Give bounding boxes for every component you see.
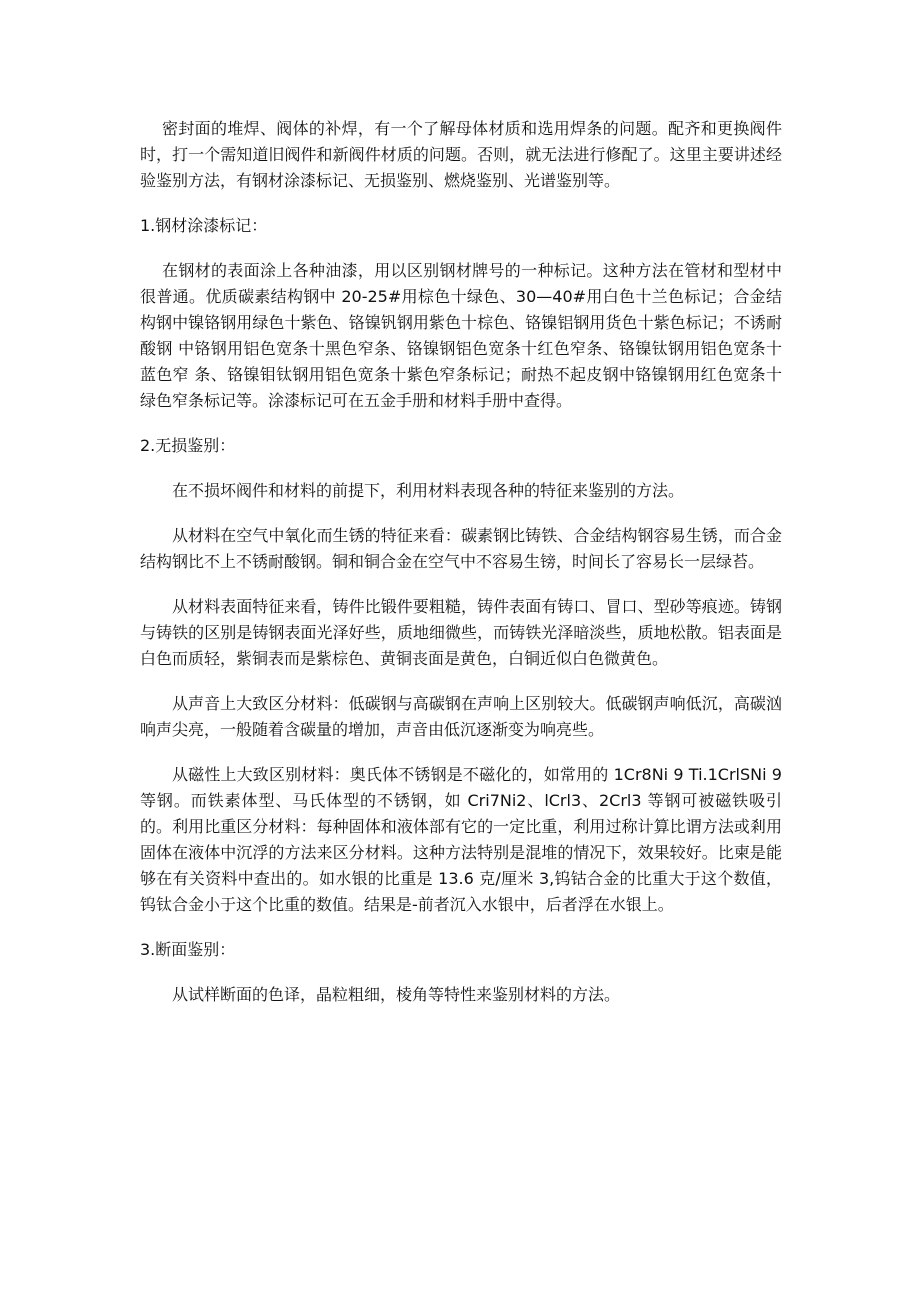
section-2-paragraph-4: 从声音上大致区分材料：低碳钢与高碳钢在声响上区别较大。低碳钢声响低沉，高碳汹响声尖亮，一般随着含碳量的增加，声音由低沉逐渐变为响亮些。 bbox=[140, 694, 782, 739]
intro-paragraph: 密封面的堆焊、阀体的补焊，有一个了解母体材质和选用焊条的问题。配齐和更换阀件 时，打一个需知道旧阀件和新阀件材质的问题。否则，就无法进行修配了。这里主要讲述经 验鉴别方法，有钢材涂漆标记、无损鉴别、燃烧鉴别、光谱鉴别等。 bbox=[140, 119, 782, 190]
section-3-paragraph: 从试样断面的色译，晶粒粗细，棱角等特性来鉴别材料的方法。 bbox=[172, 985, 621, 1004]
section-2-paragraph-5: 从磁性上大致区别材料：奥氏体不锈钢是不磁化的，如常用的 1Cr8Ni 9 Ti.1CrlSNi 9 等钢。而铁素体型、马氏体型的不锈钢，如 Cri7Ni2、lCrl3、2Crl3 等钢可被磁铁吸引的。利用比重区分材料：每种固体和液体部有它的一定比重，利用过称计算比谓方法或剎用 固体在液体中沉浮的方法来区分材料。这种方法特别是混堆的情况下，效果较好。比柬是能 够在有关资料中查出的。如水银的比重是 13.6 克/厘米 3,钨钴合金的比重大于这个数值， 钨钛合金小于这个比重的数值。结果是-前者沉入水银中，后者浮在水银上。 bbox=[140, 765, 782, 914]
section-2-paragraph-3: 从材料表面特征来看，铸件比锻件要粗糙，铸件表面有铸口、冒口、型砂等痕迹。铸钢 与铸铁的区别是铸钢表面光泽好些，质地细微些，而铸铁光泽暗淡些，质地松散。铝表面是白色而质轻，紫铜表而是紫棕色、黄铜丧面是黄色，白铜近似白色微黄色。 bbox=[140, 597, 782, 668]
section-1-heading: 1.钢材涂漆标记： bbox=[140, 216, 268, 235]
section-2-paragraph-2: 从材料在空气中氧化而生锈的特征来看：碳素钢比铸铁、合金结构钢容易生锈，而合金 结构钢比不上不锈耐酸钢。铜和铜合金在空气中不容易生镑，时间长了容易长一层绿苔。 bbox=[140, 526, 782, 571]
section-1-paragraph: 在钢材的表面涂上各种油漆，用以区别钢材牌号的一种标记。这种方法在管材和型材中 很普通。优质碳素结构钢中 20-25#用棕色十绿色、30—40#用白色十兰色标记；合金结构钢中镍铬钢用绿色十紫色、铬镍钒钢用紫色十棕色、铬镍铝钢用货色十紫色标记；不诱耐酸钢 中铬钢用铝色宽条十黑色窄条、铬镍钢铝色宽条十红色窄条、铬镍钛钢用铝色宽条十蓝色窄 条、铬镍钼钛钢用铝色宽条十紫色窄条标记；耐热不起皮钢中铬镍钢用红色宽条十绿色窄条标记等。涂漆标记可在五金手册和材料手册中查得。 bbox=[140, 261, 782, 410]
section-3-heading: 3.断面鉴别： bbox=[140, 940, 236, 959]
section-2-paragraph-1: 在不损坏阀件和材料的前提下，利用材料表现各种的特征来鉴别的方法。 bbox=[172, 481, 685, 500]
document-page bbox=[140, 116, 782, 1027]
section-2-heading: 2.无损鉴别： bbox=[140, 436, 236, 455]
